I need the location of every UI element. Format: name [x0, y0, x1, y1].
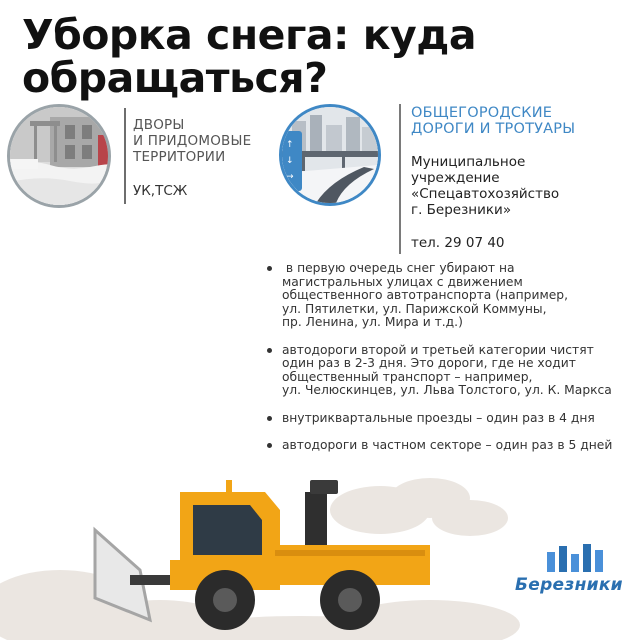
courtyards-heading-line: ТЕРРИТОРИИ: [133, 149, 226, 165]
organization-line: г. Березники»: [411, 202, 512, 218]
list-item-line: общественный транспорт – например,: [282, 369, 533, 384]
courtyards-heading-line: ДВОРЫ: [133, 117, 185, 133]
svg-text:↓: ↓: [286, 156, 294, 166]
list-item-line: автодороги второй и третьей категории чистят: [282, 342, 594, 357]
logo-bars-icon: [537, 542, 617, 572]
list-item-line: в первую очередь снег убирают на: [282, 261, 515, 275]
list-item: [262, 262, 637, 330]
list-item-line: магистральных улицах с движением: [282, 274, 523, 289]
divider-right: [399, 104, 401, 254]
berezniki-logo: [515, 542, 635, 612]
title-line-2: обращаться?: [22, 54, 328, 102]
list-item-line: один раз в 2-3 дня. Это дороги, где не ходит: [282, 356, 576, 370]
city-road-illustration-icon: [279, 104, 381, 206]
snow-plow-illustration-icon: [0, 450, 520, 640]
list-item-line: автодороги в частном секторе – один раз в 5 дней: [282, 438, 613, 452]
list-item: [262, 412, 637, 426]
title-line-1: Уборка снега: куда: [22, 11, 477, 59]
courtyards-heading-line: И ПРИДОМОВЫЕ: [133, 133, 252, 149]
organization-line: Муниципальное: [411, 154, 526, 170]
courtyard-illustration-icon: [7, 104, 111, 208]
page-title: [22, 11, 622, 102]
city-roads-heading-line: ДОРОГИ И ТРОТУАРЫ: [411, 121, 576, 137]
organization-line: учреждение: [411, 170, 500, 186]
cleaning-schedule-list: [262, 262, 637, 467]
logo-text: Березники: [515, 575, 623, 595]
divider-left: [124, 108, 126, 204]
organization-line: «Спецавтохозяйство: [411, 186, 560, 202]
list-item: [262, 344, 637, 398]
list-item-line: ул. Челюскинцев, ул. Льва Толстого, ул. К. Маркса: [282, 383, 612, 397]
svg-text:↑: ↑: [286, 140, 294, 150]
svg-text:→: →: [286, 172, 294, 182]
list-item-line: пр. Ленина, ул. Мира и т.д.): [282, 315, 463, 329]
courtyards-responsible: УК,ТСЖ: [133, 183, 188, 199]
phone-number: тел. 29 07 40: [411, 235, 505, 251]
city-roads-heading: [411, 105, 621, 137]
organization-name: [411, 154, 631, 218]
courtyards-heading: [133, 117, 283, 165]
city-roads-heading-line: ОБЩЕГОРОДСКИЕ: [411, 105, 553, 121]
list-item-line: общественного автотранспорта (например,: [282, 288, 569, 302]
list-item-line: ул. Пятилетки, ул. Парижской Коммуны,: [282, 301, 547, 316]
list-item-line: внутриквартальные проезды – один раз в 4 дня: [282, 410, 595, 425]
